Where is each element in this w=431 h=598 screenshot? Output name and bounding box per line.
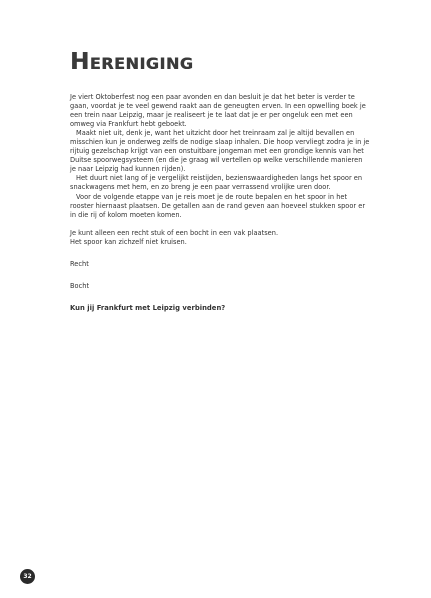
- rule-2: Het spoor kan zichzelf niet kruisen.: [70, 237, 187, 246]
- page-title: Hereniging: [70, 49, 194, 75]
- spacer: [70, 269, 370, 282]
- paragraph-4: Voor de volgende etappe van je reis moet je de route bepalen en het spoor in het rooster hiernaast plaatsen. De getallen aan de rand geven aan hoeveel stukken spoor er in die rij of kolom moeten komen.: [70, 192, 366, 219]
- rule-1: Je kunt alleen een recht stuk of een bocht in een vak plaatsen.: [70, 228, 279, 237]
- spacer: [70, 247, 370, 260]
- label-curve: Bocht: [70, 281, 90, 290]
- page-number-badge: [20, 569, 35, 584]
- spacer: [70, 291, 370, 304]
- puzzle-question: Kun jij Frankfurt met Leipzig verbinden?: [70, 303, 226, 312]
- spacer: [70, 220, 370, 229]
- body-text: [70, 93, 370, 313]
- page-number: 32: [23, 572, 32, 580]
- paragraph-intro: Je viert Oktoberfest nog een paar avonden en dan besluit je dat het beter is verder te gaan, voordat je te veel gewend raakt aan de geneugten erven. In een opwelling boek je een trein naar Leipzig, maar je realiseert je te laat dat je er per ongeluk een met een omweg via Frankfurt hebt geboekt.: [70, 93, 366, 129]
- paragraph-3: Het duurt niet lang of je vergelijkt reistijden, bezienswaardigheden langs het spoor en snackwagens met hem, en zo breng je een paar verrassend vrolijke uren door.: [70, 174, 363, 192]
- label-straight: Recht: [70, 259, 89, 268]
- paragraph-2: Maakt niet uit, denk je, want het uitzicht door het treinraam zal je altijd bevallen en misschien kun je onderweg zelfs de nodige slaap inhalen. Die hoop vervliegt zodra je in je rijtuig gezelschap krijgt van een onstuitbare jongeman met een grondige kennis van het Duitse spoorwegsysteem (en die je graag wil vertellen op welke verschillende manieren je naar Leipzig had kunnen rijden).: [70, 129, 370, 174]
